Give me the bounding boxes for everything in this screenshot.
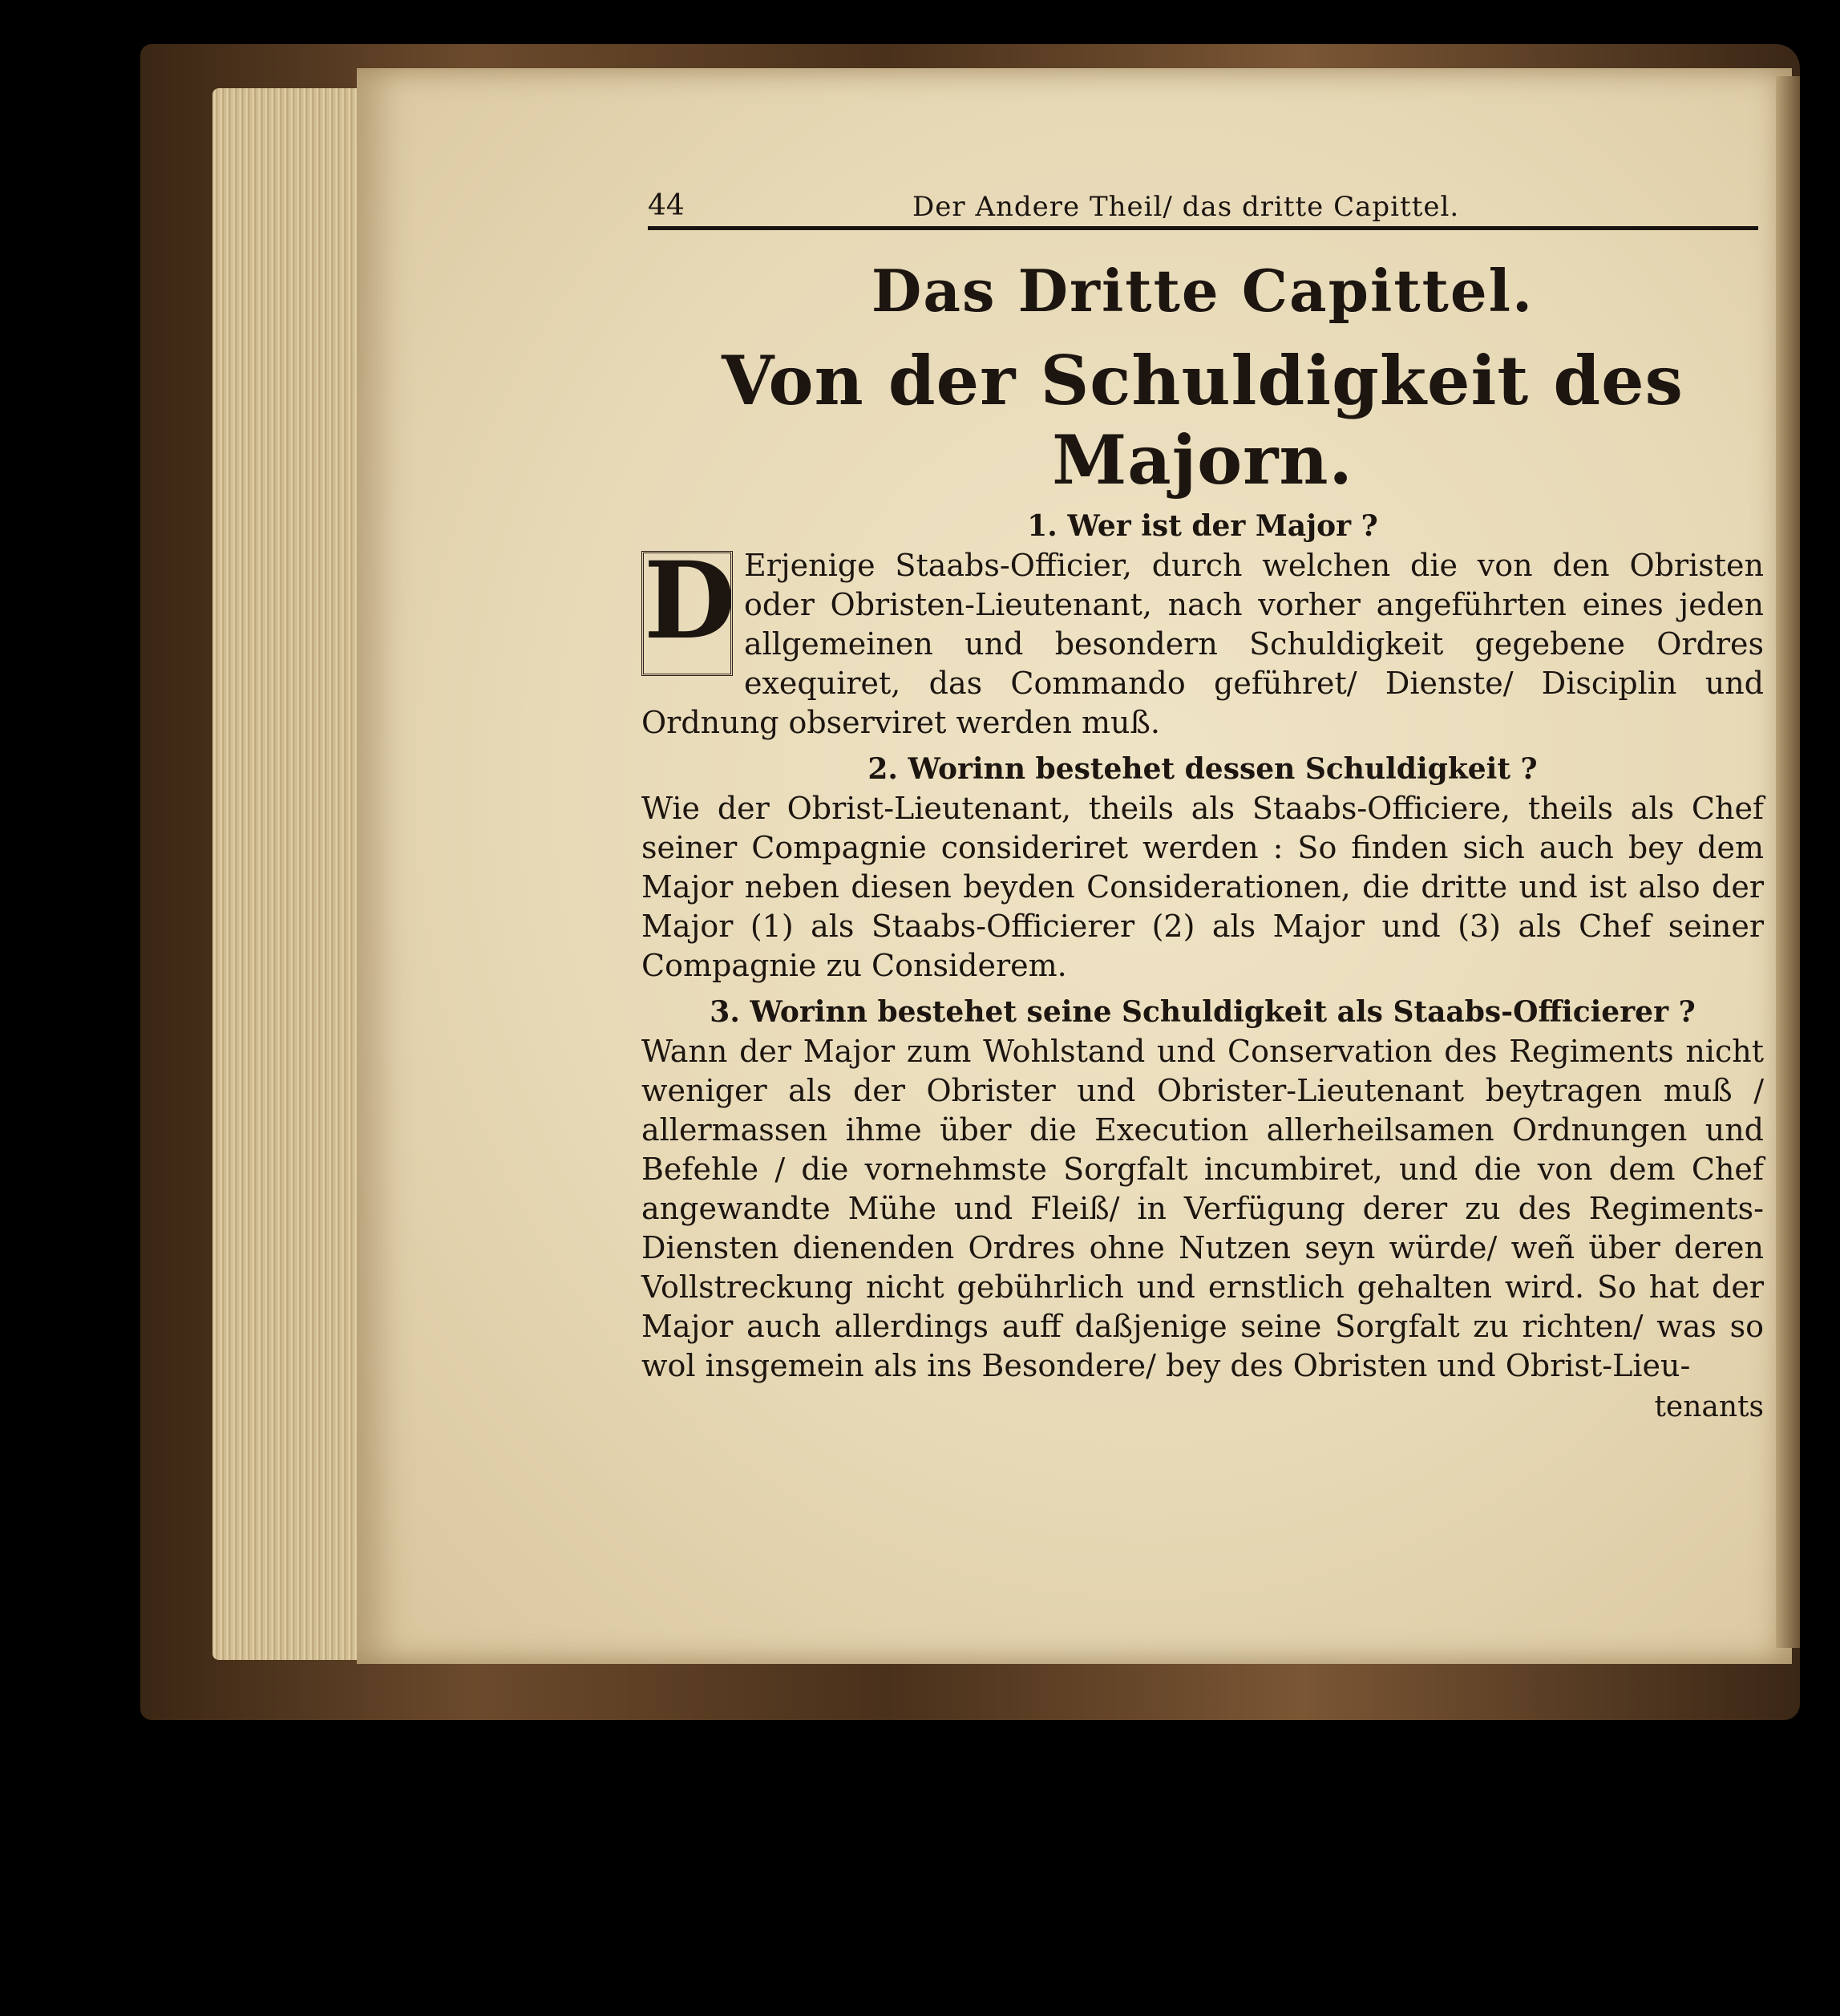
answer-3: Wann der Major zum Wohlstand und Conservation des Regiments nicht weniger als der Obrister und Obrister-Lieutenant beytragen muß / allermassen ihme über die Execution allerheilsamen Ordnungen und Befehle / die vornehmste Sorgfalt incumbiret, und die von dem Chef angewandte Mühe und Fleiß/ in Verfügung derer zu des Regiments-Diensten dienenden Ordres ohne Nutzen seyn würde/ weñ über deren Vollstreckung nicht gebührlich und ernstlich gehalten wird. So hat der Major auch allerdings auff daßjenige seine Sorgfalt zu richten/ was so wol insgemein als ins Besondere/ bey des Obristen und Obrist-Lieu- [641, 1034, 1764, 1383]
page-edges [212, 88, 373, 1660]
page-number: 44 [648, 189, 685, 222]
page-content [641, 241, 1764, 1423]
answer-1: Erjenige Staabs-Officier, durch welchen die von den Obristen oder Obristen-Lieutenant, nach vorher angeführten eines jeden allgemeinen und besondern Schuldigkeit gegebene Ordres exequiret, das Commando geführet/ Dienste/ Disciplin und Ordnung observiret werden muß. [641, 548, 1764, 740]
running-title: Der Andere Theil/ das dritte Capittel. [912, 191, 1460, 223]
book-gutter [1776, 76, 1800, 1648]
drop-initial: D [641, 551, 733, 676]
question-1: 1. Wer ist der Major ? [1027, 509, 1378, 543]
chapter-subtitle: Von der Schuldigkeit des Majorn. [722, 341, 1684, 500]
question-3: 3. Worinn bestehet seine Schuldigkeit als Staabs-Officierer ? [710, 995, 1696, 1029]
answer-2: Wie der Obrist-Lieutenant, theils als Staabs-Officiere, theils als Chef seiner Compagnie consideriret werden : So finden sich auch bey dem Major neben diesen beyden Considerationen, die dritte und ist also der Major (1) als Staabs-Officierer (2) als Major und (3) als Chef seiner Compagnie zu Considerem. [641, 791, 1764, 983]
question-2: 2. Worinn bestehet dessen Schuldigkeit ? [867, 752, 1538, 786]
catchword: tenants [1654, 1391, 1764, 1423]
chapter-title: Das Dritte Capittel. [871, 257, 1535, 325]
section-1 [641, 539, 1764, 743]
running-head [648, 189, 1758, 230]
